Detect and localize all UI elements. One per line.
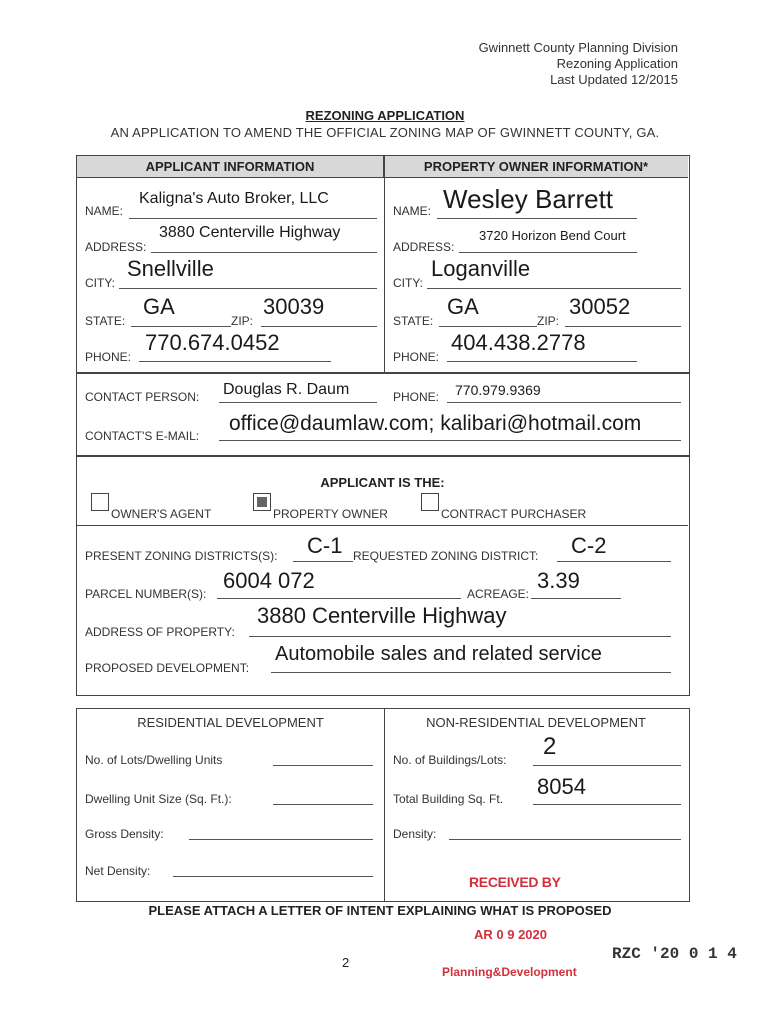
owners-agent-label: OWNER'S AGENT [111,507,212,521]
owner-state-line [439,326,537,327]
page-title: REZONING APPLICATION [305,108,465,123]
requested-zoning-line [557,561,671,562]
residential-heading: RESIDENTIAL DEVELOPMENT [137,715,324,730]
owner-address-label: ADDRESS: [393,240,455,254]
building-sqft-label: Total Building Sq. Ft. [393,792,504,806]
parcel-number-line [217,598,461,599]
division-name: Gwinnett County Planning Division [478,40,678,55]
department-stamp: Planning&Development [442,965,577,979]
owner-zip-line [565,326,681,327]
owner-name-line [437,218,637,219]
owner-zip-label: ZIP: [537,314,560,328]
density-line [449,839,681,840]
applicant-name-label: NAME: [85,204,124,218]
applicant-name-line [129,218,377,219]
property-address-line [249,636,671,637]
owner-address-line [459,252,637,253]
page-subtitle: AN APPLICATION TO AMEND THE OFFICIAL ZONING MAP OF GWINNETT COUNTY, GA. [110,125,660,140]
owner-city-field[interactable]: Loganville [431,256,531,281]
lots-line [273,765,373,766]
nonresidential-heading: NON-RESIDENTIAL DEVELOPMENT [426,715,646,730]
owner-phone-field[interactable]: 404.438.2778 [451,330,586,355]
net-density-label: Net Density: [85,864,151,878]
applicant-phone-field[interactable]: 770.674.0452 [145,330,280,355]
applicant-city-field[interactable]: Snellville [127,256,214,281]
applicant-zip-field[interactable]: 30039 [263,294,325,319]
owner-city-line [427,288,681,289]
applicant-city-label: CITY: [85,276,116,290]
proposed-development-line [271,672,671,673]
column-divider [384,156,385,372]
applicant-zip-line [261,326,377,327]
contract-purchaser-label: CONTRACT PURCHASER [441,507,587,521]
present-zoning-line [293,561,353,562]
gross-density-line [189,839,373,840]
buildings-field[interactable]: 2 [543,733,557,760]
applicant-is-heading: APPLICANT IS THE: [320,475,445,490]
owner-heading: PROPERTY OWNER INFORMATION* [384,156,688,178]
owner-city-label: CITY: [393,276,424,290]
contact-email-line [219,440,681,441]
acreage-line [531,598,621,599]
applicant-zip-label: ZIP: [231,314,254,328]
rzc-number: RZC '20 0 1 4 [612,945,737,963]
applicant-address-field[interactable]: 3880 Centerville Highway [159,224,341,241]
property-address-field[interactable]: 3880 Centerville Highway [257,603,507,628]
applicant-address-line [151,252,377,253]
zoning-section [76,456,690,696]
acreage-label: ACREAGE: [467,587,530,601]
owner-phone-label: PHONE: [393,350,440,364]
building-sqft-field[interactable]: 8054 [537,774,586,799]
present-zoning-label: PRESENT ZONING DISTRICTS(S): [85,549,278,563]
applicant-address-label: ADDRESS: [85,240,147,254]
applicant-owner-section [76,155,690,373]
gross-density-label: Gross Density: [85,827,164,841]
acreage-field[interactable]: 3.39 [537,568,580,593]
owner-name-label: NAME: [393,204,432,218]
letter-of-intent-note: PLEASE ATTACH A LETTER OF INTENT EXPLAINING WHAT IS PROPOSED [148,903,612,918]
applicant-state-line [131,326,231,327]
contact-phone-field[interactable]: 770.979.9369 [455,382,541,398]
owners-agent-checkbox[interactable] [91,493,109,511]
proposed-development-label: PROPOSED DEVELOPMENT: [85,661,250,675]
applicant-state-field[interactable]: GA [143,294,175,319]
unit-size-label: Dwelling Unit Size (Sq. Ft.): [85,792,232,806]
owner-name-field[interactable]: Wesley Barrett [443,184,614,214]
owner-state-label: STATE: [393,314,434,328]
owner-phone-line [447,361,637,362]
density-label: Density: [393,827,437,841]
received-date-stamp: AR 0 9 2020 [474,927,547,942]
applicant-city-line [119,288,377,289]
contact-person-label: CONTACT PERSON: [85,390,200,404]
present-zoning-field[interactable]: C-1 [307,533,343,558]
requested-zoning-field[interactable]: C-2 [571,533,607,558]
property-address-label: ADDRESS OF PROPERTY: [85,625,235,639]
property-owner-checkbox[interactable] [253,493,271,511]
received-stamp: RECEIVED BY [469,874,561,890]
parcel-number-field[interactable]: 6004 072 [223,568,315,593]
buildings-line [533,765,681,766]
parcel-number-label: PARCEL NUMBER(S): [85,587,207,601]
net-density-line [173,876,373,877]
unit-size-line [273,804,373,805]
page-number: 2 [342,955,350,970]
property-owner-label: PROPERTY OWNER [273,507,388,521]
lots-label: No. of Lots/Dwelling Units [85,753,223,767]
contact-email-field[interactable]: office@daumlaw.com; kalibari@hotmail.com [229,412,642,435]
owner-zip-field[interactable]: 30052 [569,294,631,319]
development-section [76,708,690,902]
applicant-heading: APPLICANT INFORMATION [77,156,384,178]
contact-phone-label: PHONE: [393,390,440,404]
applicant-name-field[interactable]: Kaligna's Auto Broker, LLC [139,190,329,207]
contract-purchaser-checkbox[interactable] [421,493,439,511]
buildings-label: No. of Buildings/Lots: [393,753,507,767]
contact-section [76,373,690,456]
development-column-divider [384,709,385,901]
contact-phone-line [447,402,681,403]
last-updated: Last Updated 12/2015 [550,72,678,87]
applicant-phone-line [139,361,331,362]
contact-person-field[interactable]: Douglas R. Daum [223,381,350,398]
contact-person-line [219,402,377,403]
proposed-development-field[interactable]: Automobile sales and related service [275,643,602,665]
requested-zoning-label: REQUESTED ZONING DISTRICT: [353,549,539,563]
form-name: Rezoning Application [556,56,678,71]
section-divider [77,525,688,526]
applicant-phone-label: PHONE: [85,350,132,364]
contact-email-label: CONTACT'S E-MAIL: [85,429,200,443]
owner-address-field[interactable]: 3720 Horizon Bend Court [479,228,626,243]
applicant-state-label: STATE: [85,314,126,328]
owner-state-field[interactable]: GA [447,294,479,319]
building-sqft-line [533,804,681,805]
